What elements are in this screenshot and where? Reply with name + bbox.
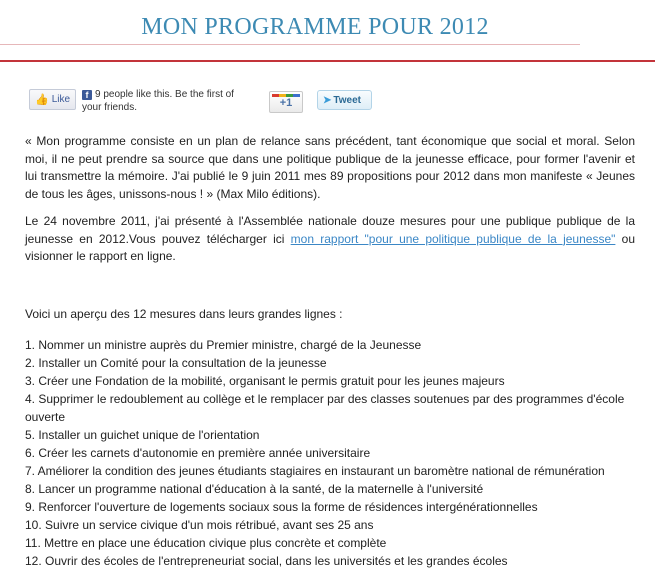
facebook-like-count	[82, 88, 257, 114]
tweet-label: Tweet	[333, 94, 361, 106]
title-bar	[0, 0, 655, 62]
list-item: 6. Créer les carnets d'autonomie en première année universitaire	[25, 446, 371, 460]
title-divider	[0, 44, 580, 45]
list-item: 5. Installer un guichet unique de l'orientation	[25, 428, 260, 442]
tweet-button[interactable]	[317, 90, 372, 110]
list-item: 2. Installer un Comité pour la consultation de la jeunesse	[25, 356, 327, 370]
list-item: 10. Suivre un service civique d'un mois rétribué, avant ses 25 ans	[25, 518, 374, 532]
list-item: 11. Mettre en place une éducation civique plus concrète et complète	[25, 536, 387, 550]
report-text-after: ou visionner le rapport en ligne.	[25, 231, 636, 263]
like-label: Like	[51, 94, 71, 105]
page-title: MON PROGRAMME POUR 2012	[141, 14, 489, 40]
list-item: 8. Lancer un programme national d'éducation à la santé, de la maternelle à l'université	[25, 482, 484, 496]
thumbs-up-icon: 👍	[35, 94, 49, 106]
list-item: 9. Renforcer l'ouverture de logements sociaux sous la forme de résidences intergénérationnelles	[25, 500, 538, 514]
fb-text-line1: 9 people like this. Be the first of	[95, 89, 234, 100]
fb-text-line2: your friends.	[82, 102, 138, 113]
report-download-link[interactable]: mon rapport "pour une politique publique de la jeunesse"	[290, 231, 616, 246]
article-content	[25, 133, 635, 570]
gplus-label: +1	[279, 97, 293, 109]
report-text-before: Le 24 novembre 2011, j'ai présenté à l'Assemblée nationale douze mesures pour une publique publique de la jeunesse en 2012.Vous pouvez télécharger ici	[25, 214, 635, 246]
facebook-icon: f	[82, 90, 92, 100]
measures-intro: Voici un aperçu des 12 mesures dans leurs grandes lignes :	[25, 306, 343, 321]
program-paragraph: « Mon programme consiste en un plan de relance sans précédent, tant économique que social et moral. Selon moi, il ne peut prendre sa source que dans une politique publique de la jeunesse efficace, pour former l'avenir et lui transmettre la mémoire. J'ai publié le 9 juin 2011 mes 89 propositions pour 2012 dans mon manifeste « Jeunes de tous les âges, unissons-nous ! » (Max Milo éditions).	[25, 134, 635, 201]
measures-list	[25, 336, 635, 570]
google-plus-one-button[interactable]	[269, 91, 303, 113]
list-item: 4. Supprimer le redoublement au collège et le remplacer par des classes soutenues par des programmes d'école ouverte	[25, 392, 625, 424]
spacer	[25, 276, 635, 306]
twitter-bird-icon: ➤	[323, 94, 332, 106]
list-item: 12. Ouvrir des écoles de l'entrepreneuriat social, dans les universités et les grandes écoles	[25, 554, 508, 568]
report-paragraph	[25, 213, 635, 266]
facebook-like-button[interactable]	[29, 89, 76, 110]
list-item: 3. Créer une Fondation de la mobilité, organisant le permis gratuit pour les jeunes majeurs	[25, 374, 505, 388]
list-item: 1. Nommer un ministre auprès du Premier ministre, chargé de la Jeunesse	[25, 338, 422, 352]
list-item: 7. Améliorer la condition des jeunes étudiants stagiaires en instaurant un baromètre national de rémunération	[25, 464, 605, 478]
